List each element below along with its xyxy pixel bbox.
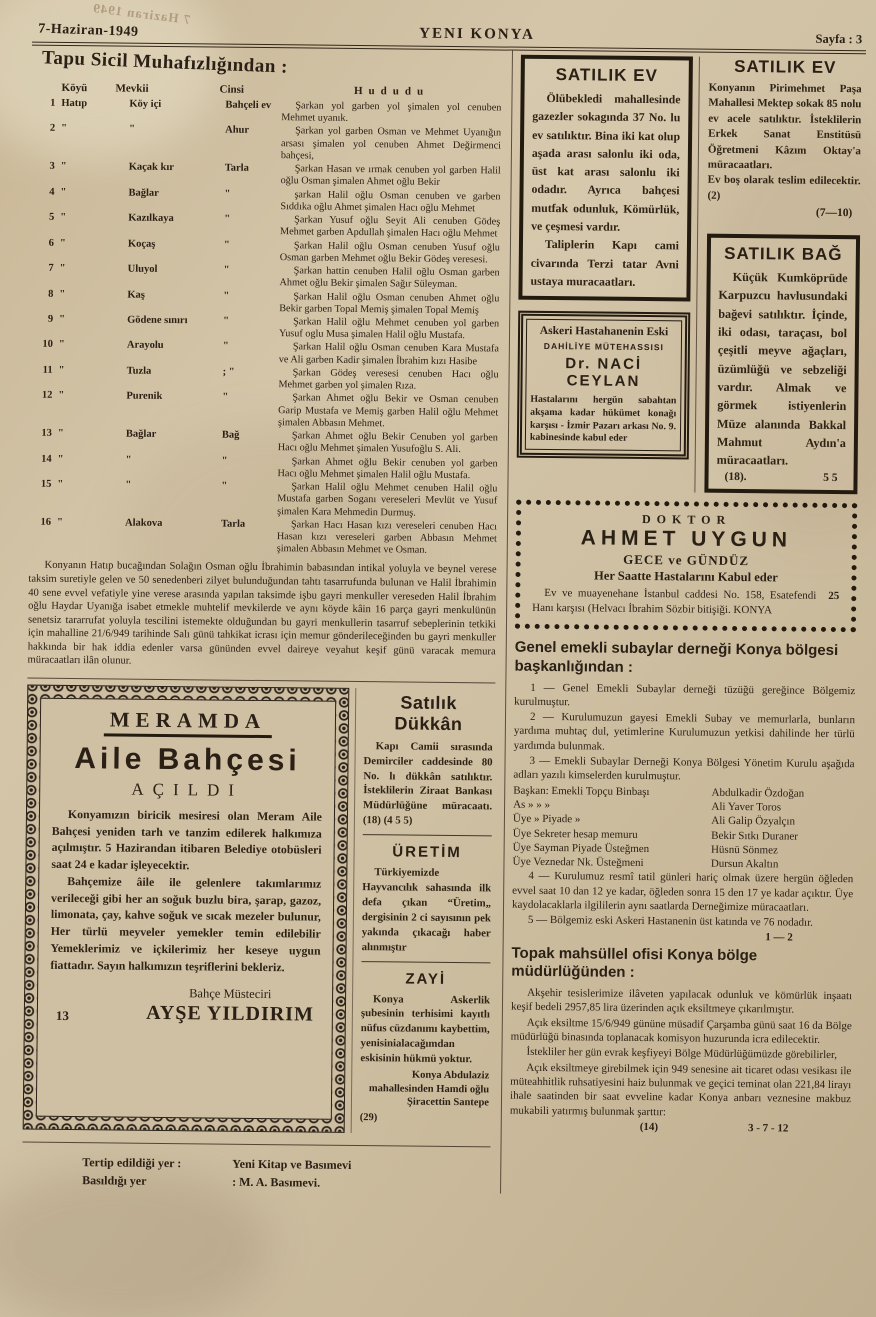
row-type: Tarla [220, 518, 246, 530]
topak-ref-right: 3 - 7 - 12 [747, 1121, 789, 1135]
satilik-ev-2-title: SATILIK EV [734, 56, 837, 77]
meram-subtitle: AÇILDI [131, 779, 244, 800]
naci-ceylan-ad [517, 311, 691, 460]
uygun-ref: 25 [828, 590, 840, 603]
meram-ad-border [23, 684, 350, 1132]
dukkan-ad [363, 688, 494, 837]
uygun-hours: GECE ve GÜNDÜZ [623, 552, 750, 569]
table-row [31, 314, 499, 343]
table-row [31, 263, 499, 292]
row-village: " [58, 364, 65, 376]
satilik-ev-1-title: SATILIK EV [555, 65, 658, 86]
col-header-koyu: Köyü [61, 81, 88, 95]
meram-heading: MERAMDA [104, 707, 273, 738]
topak-section [510, 944, 853, 1135]
table-row [33, 98, 501, 127]
row-type: " [224, 213, 231, 225]
row-boundaries: Şarkan Ahmet oğlu Bekir Cenuben yol garben Hacı oğlu Mehmet şimalen Yusufoğlu S. Ali. [277, 430, 498, 456]
row-boundaries: Şarkan Halil oğlu Osman cenuben Yusuf oğlu Osman garben Mehmet oğlu Bekir Gödeş veresesi. [279, 239, 500, 266]
row-type: Ahur [225, 125, 250, 137]
row-location: Koçaş [127, 238, 156, 250]
genel-emekli-section [512, 639, 856, 944]
row-village: " [58, 390, 65, 402]
meram-signature-role: Bahçe Müsteciri [189, 986, 272, 1002]
zayi-notice [360, 966, 491, 1131]
row-number: 3 [49, 160, 55, 172]
satilik-bag-ad [704, 234, 860, 495]
imprint-label: Basıldığı yer [82, 1173, 147, 1188]
genel-paragraph: 3 — Emekli Subaylar Derneği Konya Bölgesi Yönetim Kurulu aşağıda adları yazılı kimselerden kurulmuştur. [513, 754, 855, 783]
row-village: " [57, 478, 64, 490]
row-location: Uluyol [127, 263, 158, 275]
topak-ref-left: (14) [639, 1120, 659, 1133]
row-village: " [57, 453, 64, 465]
table-row [30, 390, 498, 432]
zayi-ref: (29) [359, 1111, 378, 1124]
topak-paragraph: İstekliler her gün evrak keşfiyeyi Bölge Müdürlüğümüzde görebilirler, [526, 1046, 838, 1062]
row-boundaries: Şarkan Ahmet oğlu Bekir cenuben yol garben Hacı oğlu Mehmet şimalen Halil oğlu Mustafa. [277, 455, 498, 481]
genel-officers [512, 783, 854, 872]
officer-name: Dursun Akaltın [710, 857, 779, 871]
officer-role: Başkan: Emekli Topçu Binbaşı [513, 784, 650, 798]
row-number: 1 [50, 97, 56, 109]
row-location: Kazılkaya [128, 212, 174, 225]
row-village: " [56, 516, 63, 528]
row-boundaries: Şarkan Halil oğlu Mehmet cenuben Halil oğlu Mustafa garben Soganı vereseleri Mevlüt ve Yusuf şimalen Kara Mehmedin Durmuş. [277, 481, 498, 519]
uygun-address [532, 586, 839, 619]
row-number: 14 [41, 453, 52, 465]
ads-subcolumn-left [516, 55, 693, 493]
row-location: " [129, 124, 136, 136]
row-number: 4 [49, 186, 55, 198]
row-location: Gödene sınırı [127, 314, 188, 327]
row-location: Arayolu [126, 340, 164, 352]
dukkan-title: Satılık Dükkân [394, 692, 463, 734]
topak-title: Topak mahsüllel ofisi Konya bölge müdürlüğünden : [511, 944, 758, 982]
row-boundaries: Şarkan Yusuf oğlu Seyit Ali cenuben Gödeş Mehmet garben Apdullah şimalen Hacı oğlu Mehmet [280, 214, 501, 240]
imprint-block [22, 1141, 490, 1193]
dukkan-body: Kapı Camii sırasında Demirciler caddesinde 80 No. lı dükkân satılıktır. İsteklilerin Ziraat Bankası Müdürlüğüne müracaatı. (18) (4 5 5) [362, 740, 493, 827]
table-row [33, 123, 501, 165]
row-number: 9 [47, 313, 54, 325]
uretim-title: ÜRETİM [392, 843, 462, 862]
table-row [31, 288, 499, 317]
row-number: 10 [42, 339, 53, 351]
row-village: " [61, 123, 68, 135]
row-location: " [125, 479, 132, 491]
row-type: " [223, 315, 230, 327]
genel-items-2 [512, 869, 854, 931]
row-location: Kaçak kır [128, 161, 175, 174]
table-row [33, 161, 501, 190]
table-row [30, 364, 498, 393]
imprint-value: : M. A. Basımevi. [232, 1174, 321, 1190]
masthead: YENI KONYA [419, 25, 535, 43]
bottom-left-section [23, 677, 496, 1134]
satilik-bag-ref-right: 5 5 [823, 472, 838, 485]
row-boundaries: Şarkan hattin cenuben Halil oğlu Osman garben Ahmet oğlu Bekir şimalen Sağır Süleyman. [279, 265, 500, 291]
row-boundaries: Şarkan yol garben Osman ve Mehmet Uyanığın arsası şimalen yol cenuben Ahmet Değirmenci bahçesi, [280, 125, 502, 162]
imprint-row [82, 1171, 490, 1193]
row-village: " [60, 186, 67, 198]
row-village: Hatıp [61, 97, 88, 110]
right-column [500, 51, 866, 1198]
topak-paragraph: Açık eksiltme 15/6/949 gününe müsadif Çarşamba günü saat 16 da Bölge müdürlüğü binasında toplanacak komisyon huzurunda icra edilecektir. [510, 1016, 852, 1046]
row-number: 11 [42, 364, 53, 376]
row-number: 15 [40, 478, 52, 490]
table-row [29, 516, 497, 558]
row-village: " [60, 211, 67, 224]
naci-doctor-name: Dr. NACİ CEYLAN [565, 355, 643, 391]
handwritten-date-bleed: 7 Haziran 1949 [91, 0, 192, 27]
uygun-tagline: Her Saatte Hastalarını Kabul eder [594, 568, 778, 585]
table-row [30, 428, 498, 457]
genel-paragraph: 4 — Kurulumuz resmî tatil günleri hariç olmak üzere hergün öğleden evvel saat 10 dan 12 ye kadar, öğleden sonra 15 den 17 ye kadar açıktır. Üye kaydolacaklarla ilgililerin aynı saatlarda Derneğimize müracaatları. [511, 870, 854, 914]
genel-paragraph: 5 — Bölgemiz eski Askeri Hastanenin üst katında ve 76 nodadır. [527, 914, 813, 930]
satilik-bag-ref-left: (18). [724, 471, 747, 484]
row-location: Bağlar [128, 187, 159, 199]
row-boundaries: Şarkan Halil oğlu Mehmet cenuben yol garben Yusuf oglu Musa şimalen Halil oğlu Mustafa. [278, 316, 500, 342]
left-column [20, 46, 512, 1194]
row-boundaries: Şarkan Hasan ve ırmak cenuben yol garben Halil oğlu Osman şimalen Ahmet oğlu Bekir [280, 163, 501, 189]
row-location: Bağlar [125, 428, 157, 440]
imprint-label: Tertip edildiği yer : [82, 1155, 182, 1171]
ahmet-uygun-ad [515, 500, 857, 632]
naci-body: Hastalarını hergün sabahtan akşama kadar hükümet konağı karşısı - İzmir Pazarı arkası No. 9. kabinesinde kabul eder [529, 393, 677, 445]
row-number: 2 [49, 123, 56, 135]
meram-ad-number: 13 [55, 1008, 69, 1024]
row-village: " [60, 161, 67, 173]
col-header-cinsi: Cinsi [219, 83, 245, 96]
satilik-ev-1-ad [518, 55, 693, 302]
row-boundaries: Şarkan Gödeş veresesi cenuben Hacı oğlu Mehmet garben yol şimalen Rıza. [278, 367, 499, 392]
row-number: 16 [40, 516, 52, 528]
meram-paragraph-1: Konyamızın biricik mesiresi olan Meram Aile Bahçesi yeniden tarh ve tanzim edilerek halkımıza açılmıştır. 5 Hazirandan itibaren Belediye otobüsleri saat 24 e kadar işleyecektir. [51, 806, 323, 873]
issue-date: 7-Haziran-1949 [37, 21, 139, 40]
uygun-doktor-label: DOKTOR [641, 512, 732, 528]
row-village: " [58, 339, 65, 351]
row-type: " [223, 239, 230, 251]
officer-name: Bekir Sıtkı Duraner [711, 829, 798, 843]
row-number: 8 [48, 288, 54, 300]
satilik-bag-title: SATILIK BAĞ [724, 243, 843, 265]
genel-paragraph: 2 — Kurulumuzun gayesi Emekli Subay ve memurlarla, bunların yardıma muhtaç dul, yetimlerine Kurulumuzun yetkisi dahilinde her türlü yardımda bulunmak. [513, 710, 856, 753]
satilik-ev-1-contact: Taliplerin Kapı cami civarında Terzi tatar Avni ustaya muracaatları. [530, 237, 680, 289]
row-type: " [222, 391, 229, 404]
naci-specialty: DAHİLİYE MÜTEHASSISI [543, 341, 665, 353]
topak-footer [510, 1119, 851, 1135]
row-location: Alakova [124, 517, 163, 529]
genel-items-1 [513, 680, 855, 786]
row-boundaries: şarkan Halil oğlu Osman cenuben ve garben Sıddıka oğlu Ahmet şimalen Hacı oğlu Mehmet [280, 188, 501, 215]
satilik-ev-2-ad [707, 57, 862, 226]
table-row [31, 339, 499, 368]
page-number: Sayfa : 3 [815, 31, 863, 47]
row-type: " [224, 188, 231, 200]
col-header-hududu: Hududu [353, 84, 430, 98]
tapu-section-title: Tapu Sicil Muhafızlığından : [41, 47, 289, 78]
officer-name: Hüsnü Sönmez [710, 843, 778, 857]
officer-role: Üye Sayman Piyade Üsteğmen [512, 841, 650, 855]
officer-name: Abdulkadir Özdoğan [711, 786, 805, 800]
row-boundaries: Şarkan Halil oğlu Osman cenuben Ahmet oğlu Bekir garben Topal Memiş şimalen Topal Memiş [279, 290, 500, 317]
row-number: 12 [41, 390, 53, 402]
row-village: " [59, 262, 66, 274]
row-boundaries: Şarkan yol garben yol şimalen yol cenuben Mehmet uyanık. [281, 100, 502, 125]
row-village: " [57, 427, 64, 440]
row-location: " [125, 454, 132, 466]
row-type: ; " [222, 366, 235, 378]
table-row [29, 479, 497, 521]
zayi-body: Konya Askerlik şubesinin terhisimi kayıtlı nüfus cüzdanımı kaybettim, yenisinialacağımdan eskisinin hükmü yoktur. [360, 992, 491, 1066]
row-location: Kaş [127, 289, 145, 301]
uretim-body: Türkiyemizde Hayvancılık sahasında ilk defa çıkan “Üretim„ dergisinin 2 ci sayısının pek yakında çıkacağı haber alınmıştır [361, 866, 492, 954]
officer-role: Üye » Piyade » [512, 812, 581, 826]
row-village: " [59, 237, 66, 249]
topak-paragraph: Açık eksiltmeye girebilmek için 949 senesine ait ticaret odası vesikası ile müteahhitlik ruhsatiyesini haiz bulunmak ve geçici teminat olan 221,84 lirayı ihale saatinden bir saat evveline kadar Konya anbarı veznesine makbuz mukabili yatırmış bulunmak şarttır: [509, 1061, 852, 1118]
table-row [32, 237, 500, 266]
officer-role: As » » » [513, 798, 551, 811]
uygun-doctor-name: AHMET UYGUN [580, 526, 793, 552]
officer-name: Ali Galip Özyalçın [711, 814, 796, 828]
satilik-ev-2-body: Konyanın Pirimehmet Paşa Mahallesi Mektep sokak 85 nolu ev acele satılıktır. İsteklilerin Erkek Sanat Enstitüsü Öğretmeni Kâzım Oktay'a müracaatları. [707, 81, 862, 172]
meram-ad [36, 698, 336, 1120]
row-location: Purenik [126, 390, 163, 403]
row-type: " [222, 341, 229, 353]
topak-paragraph: Akşehir tesislerimize ilâveten yapılacak odunluk ve kömürlük inşaatı keşif bedeli 2957,85 lira üzerinden açık eksiltmeye çıkarılmıştır. [510, 986, 853, 1017]
col-header-no [34, 82, 58, 94]
meram-paragraph-2: Bahçemize âile ile gelenlere takımlarımız verileceği gibi her an soğuk buzlu bira, şarap, gazoz, limonata, çay, kahve soğuk ve sıcak mezeler bulunur, Her türlü meyveler yemekler temin edilebilir Yemeklerimiz ve içkilerimiz her keseye uygun fiattadır. Sayın halkımızın teşriflerini bekleriz. [50, 873, 322, 974]
meram-title: Aile Bahçesi [74, 741, 301, 778]
row-type: " [221, 480, 228, 492]
row-location: Tuzla [126, 365, 152, 377]
satilik-ev-2-note: Ev boş olarak teslim edilecektir. (2) [707, 173, 861, 202]
page-body [20, 46, 866, 1198]
satilik-ev-1-body: Ölübekledi mahallesinde gazezler sokagında 37 No. lu ev satılıktır. Bina iki kat olup aşada arası salonlu iki oda, üst kat arası salonlu iki odadır. Ayrıca bahçesi mutfak odunluk, Kömürlük, ve çeşmesi vardır. [531, 90, 681, 234]
row-type: Bağ [221, 429, 240, 441]
imprint-value: Yeni Kitap ve Basımevi [232, 1156, 352, 1172]
row-type: " [223, 290, 230, 302]
table-row [29, 453, 497, 482]
row-type: Bahçeli ev [225, 99, 272, 112]
row-type: " [221, 455, 228, 467]
classified-ads-top [516, 55, 862, 495]
row-boundaries: Şarkan Halil oğlu Osman cenuben Kara Mustafa ve Ali garben Kadir şimalen İbrahim kızı Hasibe [278, 341, 499, 367]
satilik-bag-body: Küçük Kumköprüde Karpuzcu havlusundaki bağevi satılıktır. İçinde, iki odası, taraçası, bol çeşitli meyve ağaçları, üzümlüğü ve sebzeliği vardır. Almak ve görmek istiyenlerin Müze alanında Bakkal Mahmut Aydın'a müracaatları. [716, 270, 848, 468]
tapu-table-body [29, 98, 502, 558]
zayi-title: ZAYİ [405, 970, 447, 988]
row-number: 7 [48, 262, 54, 274]
row-number: 5 [48, 211, 55, 223]
zayi-signature: Konya Abdulaziz mahallesinden Hamdi oğlu Şiracettin Santepe [368, 1069, 490, 1109]
satilik-ev-2-ref: (7—10) [815, 206, 853, 220]
row-type: Tarla [224, 162, 249, 175]
row-boundaries: Şarkan Ahmet oğlu Bekir ve Osman cenuben Garip Mustafa ve Memiş garben Halil oğlu Mehmet şimalen Abbasın Mehmet. [278, 392, 499, 430]
row-village: " [59, 288, 66, 300]
row-boundaries: Şarkan Hacı Hasan kızı vereseleri cenuben Hacı Hasan kızı vereseleri garben Abbasın Mehmet şimalen Abbasın Mehmet ve Osman. [276, 519, 498, 556]
genel-title: Genel emekli subaylar derneği Konya bölgesi başkanlığından : [514, 638, 839, 676]
row-number: 6 [48, 237, 55, 249]
naci-line-1: Askeri Hastahanenin Eski [539, 325, 669, 339]
meram-signature-name: AYŞE YILDIRIM [146, 1002, 315, 1026]
tapu-notice-paragraph: Konyanın Hatıp bucağından Solağın Osman oğlu İbrahimin babasından intikal yoluyla ve beynel verese taksim suretiyle gelen ve 50 senedenberi zilyet bulunduğundan tahtı tasarrufunda bulunan ve Halil İbrahimin 40 sene evvel vefatiyle yine verese arasında yapılan taksimde işbu gayri menkuller vereseden Halil İbrahim oğlu Haydar Uyanığa isabet etmekle muhtelif mevkilerde ve aynı köyde kâin 16 parça gayri menkulünün senetsiz tararrufat yoluyla tescilini istemekte olduğundan bu gayri menkullerin tasarruf sebeplerinin tetkiki için mahalline 21/6/949 tarihinde Salı günü tahkikat icrası için memur gönderileceğinden bu gayri menkuller hakkında bir hak iddia edenler varsa gününden evvel daireye veyahut keşif günü varacak memura müracaatları ilân olunur. [27, 560, 497, 667]
middle-column [351, 688, 496, 1135]
officer-role: Üye Sekreter hesap memuru [512, 827, 638, 841]
officer-name: Ali Yaver Toros [711, 800, 782, 814]
genel-paragraph: 1 — Genel Emekli Subaylar derneği tüzüğü gereğince Bölgemiz kurulmuştur. [514, 681, 856, 709]
uretim-notice [361, 839, 491, 963]
table-row [32, 186, 500, 215]
row-number: 13 [41, 427, 53, 439]
ads-subcolumn-right [694, 57, 862, 495]
topak-paragraphs [510, 986, 852, 1121]
officer-role: Üye Veznedar Nk. Üsteğmeni [512, 855, 644, 870]
row-village: " [59, 313, 66, 325]
genel-ref: 1 — 2 [765, 930, 793, 944]
col-header-mevkii: Mevkii [115, 82, 149, 95]
meram-signature [146, 984, 314, 1027]
uygun-address-text: Ev ve muayenehane İstanbul caddesi No. 158, Esatefendi Hanı karşısı (Helvacı İbrahim Sözbir bitişiği. KONYA [532, 587, 817, 617]
row-type: " [223, 264, 230, 276]
row-location: Köy içi [129, 98, 162, 110]
table-row [32, 212, 500, 241]
